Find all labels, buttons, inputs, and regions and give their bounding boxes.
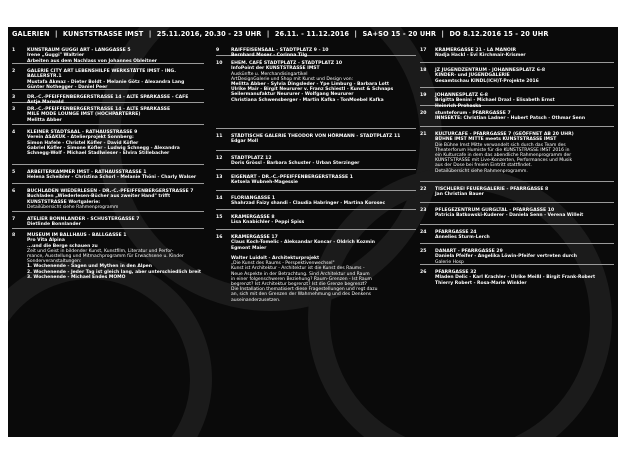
venue-entry	[420, 230, 614, 241]
entry-body	[435, 230, 614, 241]
artist-line: Helena Scheibler - Christina Schorl - Melanie Thöni - Charly Walser	[27, 175, 197, 181]
venue-name: JZ JUGENDZENTRUM - JOHANNESPLATZ 6-8	[435, 68, 546, 73]
venue-name: DR.-C.-PFEIFFENBERGERSTRASSE 14 - ALTE SPARKASSE - CAFE	[27, 95, 189, 100]
entry-body	[231, 134, 416, 145]
divider-line	[420, 224, 614, 225]
description-line: Die Installation thematisiert diese Fragestellungen und regt dazu	[231, 287, 378, 293]
venue-name: BUCHLADEN WIEDERLESEN - DR.-C.-PFEIFFENBERGERSTRASSE 7	[27, 189, 194, 194]
divider-line	[216, 150, 416, 151]
entry-number: 14	[216, 196, 223, 201]
entry-number: 16	[216, 235, 223, 240]
artist-line: KUNSTSTRASSE Wortgalerie:	[27, 199, 101, 205]
venue-name: KULTURCAFE - PFARRGASSE 7 (GEÖFFNET AB 20 UHR)	[435, 132, 574, 137]
venue-name: STÄDTISCHE GALERIE THEODOR VON HÖRMANN - STADTPLATZ 11	[231, 134, 401, 139]
divider-line	[12, 211, 204, 212]
artist-line: Edgar Moll	[231, 139, 258, 145]
artist-line: Ketsela Wubneh-Magessie	[231, 180, 298, 186]
artist-line: Gabriel Köfler - Simone Köfler - Ludwig Schnegg - Alexandra	[27, 145, 180, 151]
venue-name: KUNSTRAUM GUGGI ART - LANGGASSE 5	[27, 48, 131, 53]
description-line: Detailübersicht siehe Rahmenprogramm	[27, 204, 119, 210]
artist-line: Günter Nothegger - Daniel Peer	[27, 85, 108, 91]
header-weekend-hours: SA+SO 15 - 20 UHR	[362, 30, 437, 38]
description-line: auseinanderzusetzen.	[231, 297, 281, 303]
divider-line	[216, 169, 416, 170]
venue-entry	[420, 68, 614, 84]
entry-number: 10	[216, 61, 223, 66]
divider-line	[420, 243, 614, 244]
entry-body	[435, 249, 614, 265]
program-sheet	[8, 27, 618, 437]
artist-line: Claus Koch-Tomelic - Aleksandar Koncar - Oldrich Kozmin	[231, 240, 375, 246]
artist-line: Annelies Sturm-Lerch	[435, 235, 490, 241]
entry-body	[27, 107, 204, 123]
description-line: „Die Kunst des Raums - Perspektivenwechsel"	[231, 261, 335, 267]
entry-body	[435, 68, 614, 84]
divider-line	[420, 126, 614, 127]
venue-entry	[216, 61, 416, 103]
venue-name: PFARRGASSE 32	[435, 270, 477, 275]
artist-line: Mustafa Akmaz - Dieter Boldt - Melanie Götz - Alexandra Lang	[27, 79, 185, 85]
artist-line: InfoPoint der KUNSTSTRASSE IMST	[231, 66, 320, 72]
entry-number: 26	[420, 270, 427, 275]
header-street: KUNSTSTRASSE IMST	[62, 30, 144, 38]
entry-number: 15	[216, 215, 223, 220]
artist-line: KINDER- und JUGENDGALERIE	[435, 73, 510, 79]
artist-line: Ulrike Mair - Birgit Neururer v. Franz Schiestl - Kunst & Schnaps	[231, 87, 394, 93]
entry-number: 25	[420, 249, 427, 254]
artist-line: Egmont Maier	[231, 245, 267, 251]
artist-line: Jan Christian Bauer	[435, 192, 484, 198]
venue-entry	[216, 156, 416, 167]
entry-number: 9	[216, 48, 220, 53]
description-line: begrenzt? Ist Architektur begrenzt? Ist die Grenze begrenzt?	[231, 282, 367, 288]
artist-line: 3. Wochenende - Michael Endes MOMO	[27, 274, 126, 280]
description-line: Die Bühne Imst Mitte verwandelt sich durch das Team des	[435, 142, 566, 148]
venue-name: PFARRGASSE 24	[435, 230, 477, 235]
venue-name: KRAMERGASSE 8	[231, 215, 275, 220]
description-line: KUNSTSTRASSE mit Live-Konzerten, Performances und Musik	[435, 158, 573, 164]
entry-body	[27, 130, 204, 156]
divider-line	[216, 128, 416, 129]
entry-body	[435, 270, 614, 286]
venue-entry	[216, 48, 416, 59]
venue-entry	[420, 249, 614, 265]
venue-name: EIGENART - DR.-C.-PFEIFFENBERGERSTRASSE 1	[231, 175, 353, 180]
venue-entry	[420, 111, 614, 122]
divider-line	[12, 124, 204, 125]
description-line: mance, Ausstellung und Mitmachprogramm für Erwachsene u. Kinder	[27, 254, 184, 260]
venue-name: DR.-C.-PFEIFFENBERGERSTRASSE 14 - ALTE SPARKASSE	[27, 107, 171, 112]
entry-number: 3	[12, 95, 16, 100]
venue-name: KRAMERGASSE 17	[231, 235, 278, 240]
entry-body	[231, 196, 416, 207]
venue-name: EHEM. CAFÉ STADTPLATZ - STADTPLATZ 10	[231, 61, 343, 66]
entry-body	[231, 156, 416, 167]
venue-entry	[12, 217, 204, 228]
entry-body	[435, 48, 614, 59]
venue-name: ATELIER BONNLANDER - SCHUSTERGASSE 7	[27, 217, 140, 222]
entry-body	[231, 61, 416, 103]
entry-body	[435, 111, 614, 122]
description-line: Detailübersicht siehe Rahmenprogramm.	[435, 168, 528, 174]
venue-name: ARBEITERKAMMER IMST - RATHAUSSTRASSE 1	[27, 170, 147, 175]
venue-entry	[420, 270, 614, 286]
divider-line	[12, 164, 204, 165]
entry-number: 5	[12, 170, 16, 175]
description-line: Zeit und Geist in bildender Kunst, Kunstfilm, Literatur und Perfor-	[27, 248, 174, 254]
artist-line: Dietlinde Bonnlander	[27, 222, 81, 228]
description-line: Galerie Hosp	[435, 259, 464, 265]
venue-entry	[12, 48, 204, 64]
artist-line: Doris Grössl - Barbara Schuster - Urban Sterzinger	[231, 161, 360, 167]
artist-line: Arbeiten aus dem Nachlass von Johannes Obleitner	[27, 58, 157, 64]
divider-line	[12, 228, 204, 229]
description-line: ArtDesignGalerie und Shop mit Kunst und Design von:	[231, 76, 354, 82]
divider-line	[216, 209, 416, 210]
venue-entry	[420, 48, 614, 59]
venue-name: KLEINER STADTSAAL - RATHAUSSTRASSE 9	[27, 130, 138, 135]
artist-line: Heinrich Prohaska	[435, 103, 482, 109]
artist-line: Patricia Batkowski-Kuderer - Daniela Senn - Verena Willeit	[435, 213, 584, 219]
entry-body	[27, 69, 204, 90]
entry-number: 20	[420, 111, 427, 116]
venue-name: KRAMERGASSE 21 - LA MANOIR	[435, 48, 517, 53]
entry-body	[27, 48, 204, 64]
venue-name-sub: MILE MODE LOUNGE IMST (HOCHPARTERRE)	[27, 112, 141, 118]
venue-entry	[420, 208, 614, 219]
venue-entry	[12, 170, 204, 181]
venue-entry	[420, 132, 614, 174]
venue-entry	[12, 233, 204, 280]
entry-number: 1	[12, 48, 16, 53]
divider-line	[420, 202, 614, 203]
entry-body	[231, 175, 416, 186]
entry-number: 18	[420, 68, 427, 73]
artist-line: Mladen Delic - Karl Krachler - Ulrike Meißl - Birgit Frank-Robert	[435, 275, 596, 281]
entry-body	[27, 170, 204, 181]
header-label: GALERIEN	[12, 30, 50, 38]
entry-body	[231, 215, 416, 226]
venue-entry	[216, 134, 416, 145]
entry-number: 12	[216, 156, 223, 161]
entry-number: 2	[12, 69, 16, 74]
venue-entry	[12, 130, 204, 156]
artist-line: Nadja Hackl - Evi Kirchmair-Krismer	[435, 53, 526, 59]
venue-name: stunteforum - PFARRGASSE 7	[435, 111, 511, 116]
entry-number: 4	[12, 130, 16, 135]
artist-line: 2. Wochenende - Jeder Tag ist gleich lang, aber unterschiedlich breit	[27, 269, 202, 275]
entry-number: 23	[420, 208, 427, 213]
artist-line: ...und die Berge schauen zu	[27, 243, 98, 249]
entry-number: 7	[12, 217, 16, 222]
description-line: aus der Dose bei freiem Eintritt stattfindet.	[435, 163, 532, 169]
divider-line	[420, 62, 614, 63]
description-line: Kunst ist Architektur - Architektur ist die Kunst des Raums -	[231, 266, 365, 272]
entry-body	[435, 208, 614, 219]
artist-line: Buchladen „Wiederlesen-Bücher aus zweiter Hand" trifft	[27, 194, 171, 200]
venue-name: RAIFFEISENSAAL - STADTPLATZ 9 - 10	[231, 48, 329, 53]
entry-number: 11	[216, 134, 223, 139]
artist-line: INNSEKTE: Christian Ladner - Hubert Patsch - Othmar Senn	[435, 116, 586, 122]
description-line: an, sich mit den Grenzen der Wahrnehmung und des Denkens	[231, 292, 372, 298]
entry-number: 22	[420, 187, 427, 192]
artist-line: Schnegg-Wolf - Michael Stadlwieser - Elvira Stillebacher	[27, 151, 170, 157]
artist-line: Christiana Schwensberger - Martin Kafka - TonMoebel Kafka	[231, 97, 384, 103]
venue-name: PFLEGEZENTRUM GURGLTAL - PFARRGASSE 10	[435, 208, 555, 213]
venue-entry	[420, 93, 614, 109]
description-line: Theaterforum Humiste für die KUNSTSTRASSE IMST 2016 in	[435, 147, 570, 153]
entry-body	[27, 95, 204, 106]
entry-body	[231, 235, 416, 303]
artist-line: Daniela Pfeifer - Angelika Löwin-Pfeifer vertreten durch	[435, 254, 577, 260]
artist-line: Brigitta Benini - Michael Draxl - Elisabeth Ernst	[435, 98, 555, 104]
artist-line: Walter Luidolt - Architekturprojekt	[231, 256, 320, 262]
entry-number: 21	[420, 132, 427, 137]
venue-name: STADTPLATZ 12	[231, 156, 272, 161]
artist-line: Shahrzad Faizy shandi - Claudia Habringer - Martina Korosec	[231, 201, 386, 207]
venue-name: MUSEUM IM BALLHAUS - BALLGASSE 1	[27, 233, 127, 238]
entry-body	[27, 233, 204, 280]
header-bar: GALERIEN | KUNSTSTRASSE IMST | 25.11.2016, 20.30 - 23 UHR | 26.11. - 11.12.2016 | SA+SO 15 - 20 UHR | DO 8.12.2016 15 - 20 UHR	[12, 30, 549, 38]
venue-entry	[12, 95, 204, 106]
venue-entry	[420, 187, 614, 198]
header-date-opening: 25.11.2016, 20.30 - 23 UHR	[156, 30, 262, 38]
venue-name: JOHANNESPLATZ 6-8	[435, 93, 489, 98]
description-line: Sonderveranstaltungen:	[27, 259, 82, 265]
artist-line: Seilermanufaktur Neururer - Wolfgang Neururer	[231, 92, 354, 98]
entry-body	[231, 48, 416, 59]
venue-entry	[216, 235, 416, 303]
divider-line	[12, 183, 204, 184]
venue-name: DANART - PFARRGASSE 29	[435, 249, 503, 254]
divider-line	[420, 181, 614, 182]
venue-entry	[12, 189, 204, 210]
description-line: ein Kulturcafe in dem das abendliche Rahmenprogramm der	[435, 153, 572, 159]
venue-entry	[12, 69, 204, 90]
entry-number: 3	[12, 107, 16, 112]
artist-line: Simon Hafele - Christel Köfler - David Köfler	[27, 140, 139, 146]
artist-line: Antje Marwald	[27, 100, 64, 106]
venue-name: GALERIE CITY ART LEBENSHILFE WERKSTÄTTE IMST - ING. BALLERSTR.1	[27, 69, 176, 80]
entry-number: 8	[12, 233, 16, 238]
entry-number: 24	[420, 230, 427, 235]
artist-line: Verein ASAKUK - Atelierprojekt Sonnberg:	[27, 135, 134, 141]
artist-line: Pro Vita Alpina	[27, 238, 65, 244]
venue-entry	[216, 215, 416, 226]
venue-name: TISCHLEREI FEUERGALERIE - PFARRGASSE 8	[435, 187, 549, 192]
entry-body	[27, 189, 204, 210]
artist-line: BÜHNE IMST MITTE meets KUNSTSTRASSE IMST	[435, 137, 557, 143]
divider-line	[216, 190, 416, 191]
artist-line: Thierry Robert - Rosa-Marie Winkler	[435, 280, 527, 286]
description-line: in einer folgenschweren Beziehung? Raum-Grenzen - Ist Raum	[231, 276, 372, 282]
artist-line: Gesamtschau KINDL(ICH)T-Projekte 2016	[435, 78, 539, 84]
venue-entry	[216, 196, 416, 207]
entry-number: 17	[420, 48, 427, 53]
artist-line: Bernhard Moser - Corinna Tilg	[231, 53, 308, 59]
entry-number: 13	[216, 175, 223, 180]
venue-entry	[216, 175, 416, 186]
description-line: Auskünfte u. Merchandisingartikel	[231, 71, 308, 77]
divider-line	[216, 229, 416, 230]
header-date-thursday: DO 8.12.2016 15 - 20 UHR	[449, 30, 549, 38]
header-date-range: 26.11. - 11.12.2016	[274, 30, 350, 38]
venue-name: FLORIANGASSE 1	[231, 196, 276, 201]
entry-body	[27, 217, 204, 228]
divider-line	[420, 87, 614, 88]
entry-body	[435, 187, 614, 198]
artist-line: Irene „Guggi" Waltrier	[27, 53, 85, 59]
entry-number: 19	[420, 93, 427, 98]
artist-line: Melitta Abber - Sylvia Dingsleder - Ype Limburg - Barbara Lott	[231, 82, 390, 88]
description-line: Neue Aspekte in der Betrachtung. Sind Architektur und Raum	[231, 271, 370, 277]
artist-line: 1. Wochenende - Sagen und Mythen in den Alpen	[27, 264, 152, 270]
entry-body	[435, 132, 614, 174]
artist-line: Lisa Knabichler - Peppi Spiss	[231, 220, 305, 226]
entry-number: 6	[12, 189, 16, 194]
entry-body	[435, 93, 614, 109]
venue-entry	[12, 107, 204, 123]
artist-line: Melitta Abber	[27, 117, 62, 123]
